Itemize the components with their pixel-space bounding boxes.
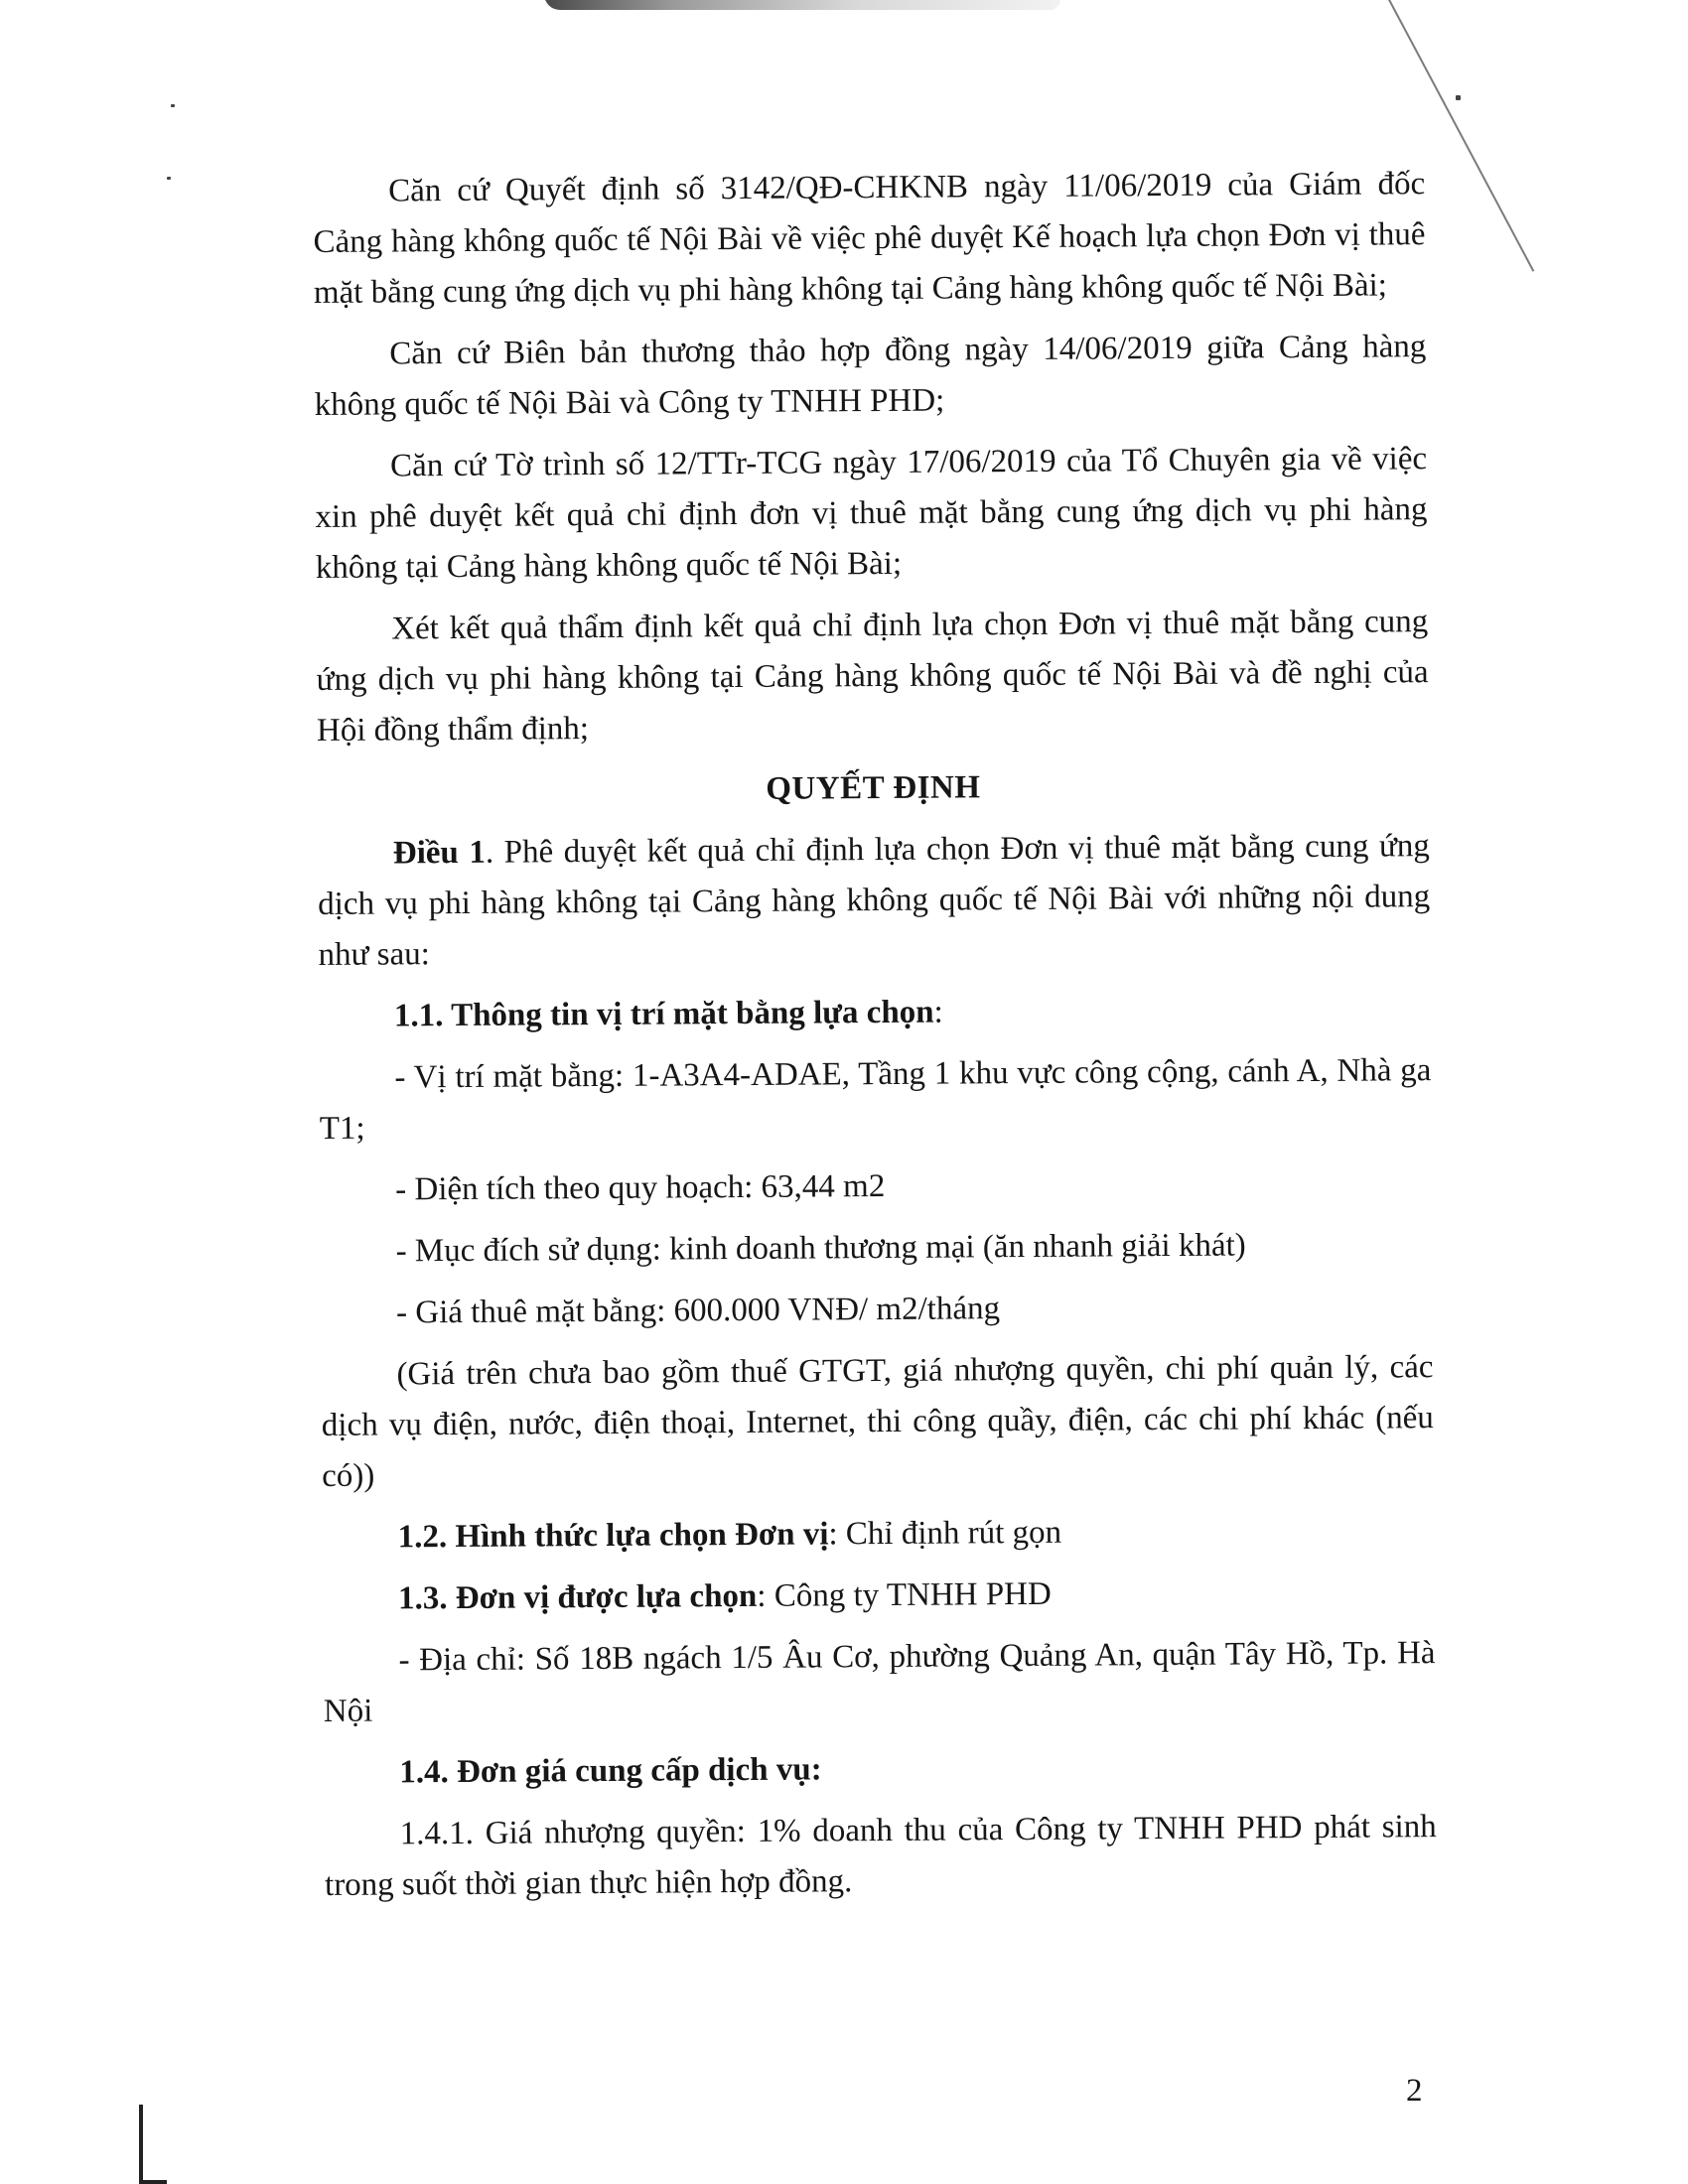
scan-corner-mark [139,2105,167,2184]
purpose-item: - Mục đích sử dụng: kinh doanh thương mại (ăn nhanh giải khát) [395,1227,1246,1270]
article-1-text: . Phê duyệt kết quả chỉ định lựa chọn Đơn vị thuê mặt bằng cung ứng dịch vụ phi hàng không tại Cảng hàng không quốc tế Nội Bài với những nội dung như sau: [318,828,1431,973]
article-1-label: Điều 1 [392,834,486,872]
page-number: 2 [1406,2073,1423,2109]
section-1-1-heading [319,984,1431,1042]
section-1-3 [323,1567,1435,1625]
section-1-2-value: : Chỉ định rút gọn [828,1514,1062,1553]
price-note: (Giá trên chưa bao gồm thuế GTGT, giá nhượng quyền, chi phí quản lý, các dịch vụ điện, nước, điện thoại, Internet, thi công quầy, điện, các chi phí khác (nếu có)) [321,1349,1434,1494]
section-1-3-value: : Công ty TNHH PHD [757,1575,1052,1614]
location-item: - Vị trí mặt bằng: 1-A3A4-ADAE, Tầng 1 khu vực công cộng, cánh A, Nhà ga T1; [319,1052,1432,1147]
section-1-4-title: 1.4. Đơn giá cung cấp dịch vụ [399,1751,811,1791]
scan-speck [167,177,171,180]
basis-paragraph-2: Căn cứ Biên bản thương thảo hợp đồng ngày 14/06/2019 giữa Cảng hàng không quốc tế Nội Bài và Công ty TNHH PHD; [314,329,1427,423]
section-1-1-colon: : [933,994,943,1030]
consideration-paragraph: Xét kết quả thẩm định kết quả chỉ định lựa chọn Đơn vị thuê mặt bằng cung ứng dịch vụ phi hàng không tại Cảng hàng không quốc tế Nội Bài và đề nghị của Hội đồng thẩm định; [316,604,1429,749]
basis-paragraph-1: Căn cứ Quyết định số 3142/QĐ-CHKNB ngày 11/06/2019 của Giám đốc Cảng hàng không quốc tế Nội Bài về việc phê duyệt Kế hoạch lựa chọn Đơn vị thuê mặt bằng cung ứng dịch vụ phi hàng không tại Cảng hàng không quốc tế Nội Bài; [313,166,1426,311]
section-1-2 [322,1505,1434,1564]
document-body [313,159,1437,1922]
decision-heading: QUYẾT ĐỊNH [766,769,981,807]
address-item: - Địa chỉ: Số 18B ngách 1/5 Âu Cơ, phường Quảng An, quận Tây Hồ, Tp. Hà Nội [323,1635,1436,1729]
section-1-4-heading [324,1740,1436,1799]
section-1-2-label: 1.2. Hình thức lựa chọn Đơn vị [397,1516,829,1556]
rent-price-item: - Giá thuê mặt bằng: 600.000 VNĐ/ m2/tháng [395,1291,1001,1331]
franchise-fee-item: 1.4.1. Giá nhượng quyền: 1% doanh thu của Công ty TNHH PHD phát sinh trong suốt thời gian thực hiện hợp đồng. [324,1809,1437,1903]
section-1-4-colon: : [810,1751,822,1788]
scan-speck [1456,95,1461,100]
scan-edge-shadow [544,0,1060,10]
basis-paragraph-3: Căn cứ Tờ trình số 12/TTr-TCG ngày 17/06/2019 của Tổ Chuyên gia về việc xin phê duyệt kết quả chỉ định đơn vị thuê mặt bằng cung ứng dịch vụ phi hàng không tại Cảng hàng không quốc tế Nội Bài; [315,441,1428,586]
area-item: - Diện tích theo quy hoạch: 63,44 m2 [395,1168,886,1208]
article-1 [318,821,1431,981]
section-1-3-label: 1.3. Đơn vị được lựa chọn [397,1577,758,1617]
scan-speck [171,104,175,107]
section-1-1-title: 1.1. Thông tin vị trí mặt bằng lựa chọn [393,994,934,1034]
